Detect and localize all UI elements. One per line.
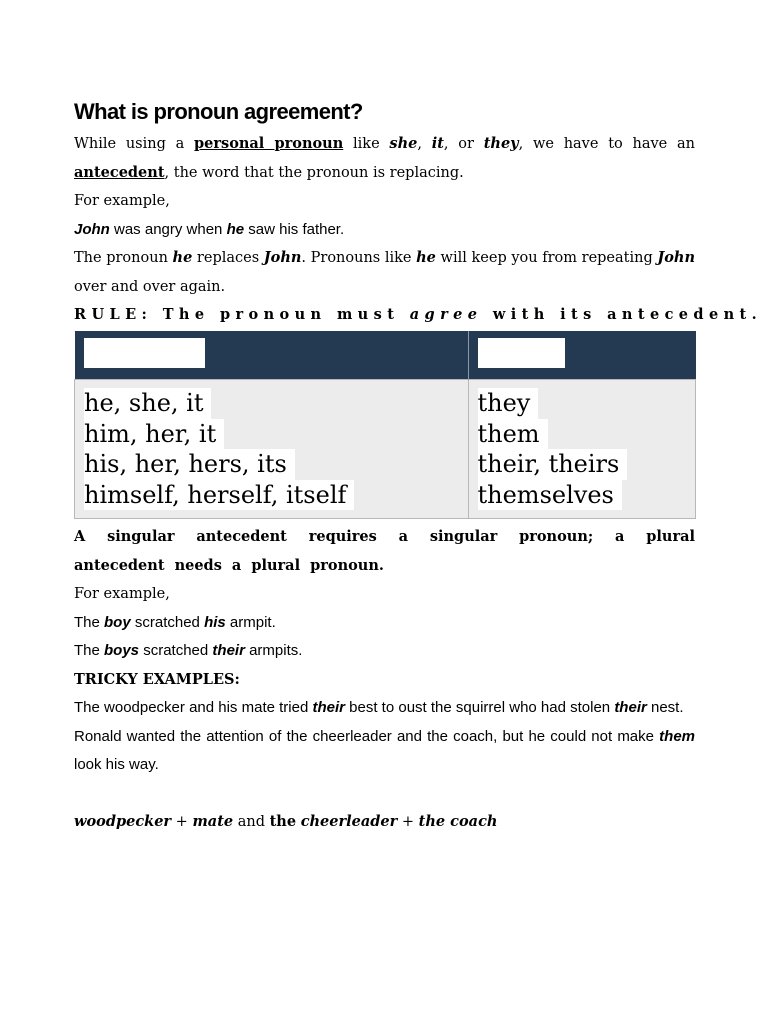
tricky-heading: TRICKY EXAMPLES:	[74, 670, 240, 688]
plural-row: them	[478, 419, 548, 450]
singular-header	[75, 331, 469, 380]
ronald-example: Ronald wanted the attention of the cheerleader and the coach, but he could not make them look his way.	[74, 727, 695, 773]
singular-row: his, her, hers, its	[84, 449, 295, 480]
explanation-paragraph: The pronoun he replaces John. Pronouns like he will keep you from repeating John over and over again.	[74, 249, 695, 295]
plural-row: their, theirs	[478, 449, 628, 480]
for-example-label: For example,	[74, 193, 170, 209]
page-title: What is pronoun agreement?	[74, 99, 363, 124]
document-page	[74, 98, 763, 836]
plural-row: they	[478, 388, 539, 419]
antecedent-term: antecedent	[74, 163, 165, 181]
singular-row: himself, herself, itself	[84, 480, 354, 511]
example-sentence: John was angry when he saw his father.	[74, 220, 345, 238]
plural-pronouns-cell	[468, 380, 696, 519]
pronoun-table	[74, 331, 696, 519]
boys-example: The boys scratched their armpits.	[74, 642, 303, 659]
singular-row: he, she, it	[84, 388, 211, 419]
rule-statement: RULE: The pronoun must agree with its antecedent.	[74, 306, 763, 323]
singular-row: him, her, it	[84, 419, 224, 450]
personal-pronoun-term: personal pronoun	[194, 135, 344, 152]
for-example-label-2: For example,	[74, 586, 170, 602]
singular-pronouns-cell	[75, 380, 469, 519]
summary-line: woodpecker + mate and the cheerleader + the coach	[74, 812, 498, 830]
singular-plural-rule: A singular antecedent requires a singular pronoun; a plural antecedent needs a plural pronoun.	[74, 528, 695, 574]
plural-row: themselves	[478, 480, 622, 511]
boy-example: The boy scratched his armpit.	[74, 613, 276, 631]
blank-line	[74, 780, 695, 808]
woodpecker-example: The woodpecker and his mate tried their best to oust the squirrel who had stolen their nest.	[74, 699, 684, 716]
intro-paragraph: While using a personal pronoun like she, it, or they, we have to have an antecedent, the word that the pronoun is replacing.	[74, 135, 695, 181]
plural-header	[468, 331, 696, 380]
